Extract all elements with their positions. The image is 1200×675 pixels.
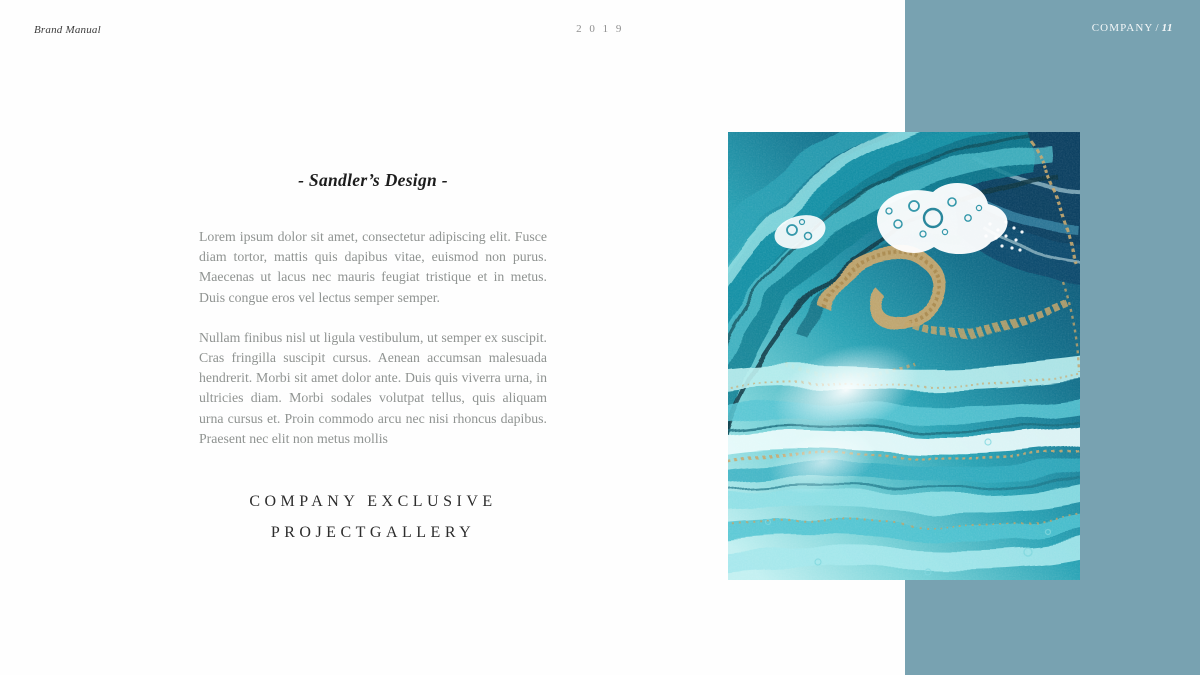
year-label: 2 0 1 9 — [576, 23, 624, 35]
text-column — [199, 170, 547, 548]
brand-manual-label: Brand Manual — [34, 24, 101, 36]
body-paragraph-2: Nullam finibus nisl ut ligula vestibulum, ut semper ex suscipit. Cras fringilla suscipit cursus. Aenean accumsan malesuada hendrerit. Morbi sit amet dolor ante. Duis quis viverra urna, in ultricies diam. Morbi sodales volutpat tellus, quis aliquam urna cursus et. Proin commodo arcu nec nisi rhoncus dapibus. Praesent nec elit non metus mollis — [199, 329, 547, 446]
page-number: 11 — [1161, 22, 1173, 34]
body-paragraph-1: Lorem ipsum dolor sit amet, consectetur adipiscing elit. Fusce diam tortor, mattis quis dapibus vitae, euismod non purus. Maecenas ut lacus nec mauris feugiat tristique et in metus. Duis congue eros vel lectus semper semper. — [199, 229, 547, 305]
company-page-label — [1092, 22, 1173, 34]
slide-title — [199, 486, 547, 548]
marble-image — [728, 132, 1080, 580]
page-separator: / — [1155, 22, 1160, 34]
slide-heading: - Sandler’s Design - — [298, 170, 448, 190]
marble-art-svg — [728, 132, 1080, 580]
company-label: COMPANY — [1091, 22, 1154, 34]
slide-title-line-2: PROJECTGALLERY — [270, 524, 476, 542]
slide-title-line-1: COMPANY EXCLUSIVE — [249, 493, 497, 511]
